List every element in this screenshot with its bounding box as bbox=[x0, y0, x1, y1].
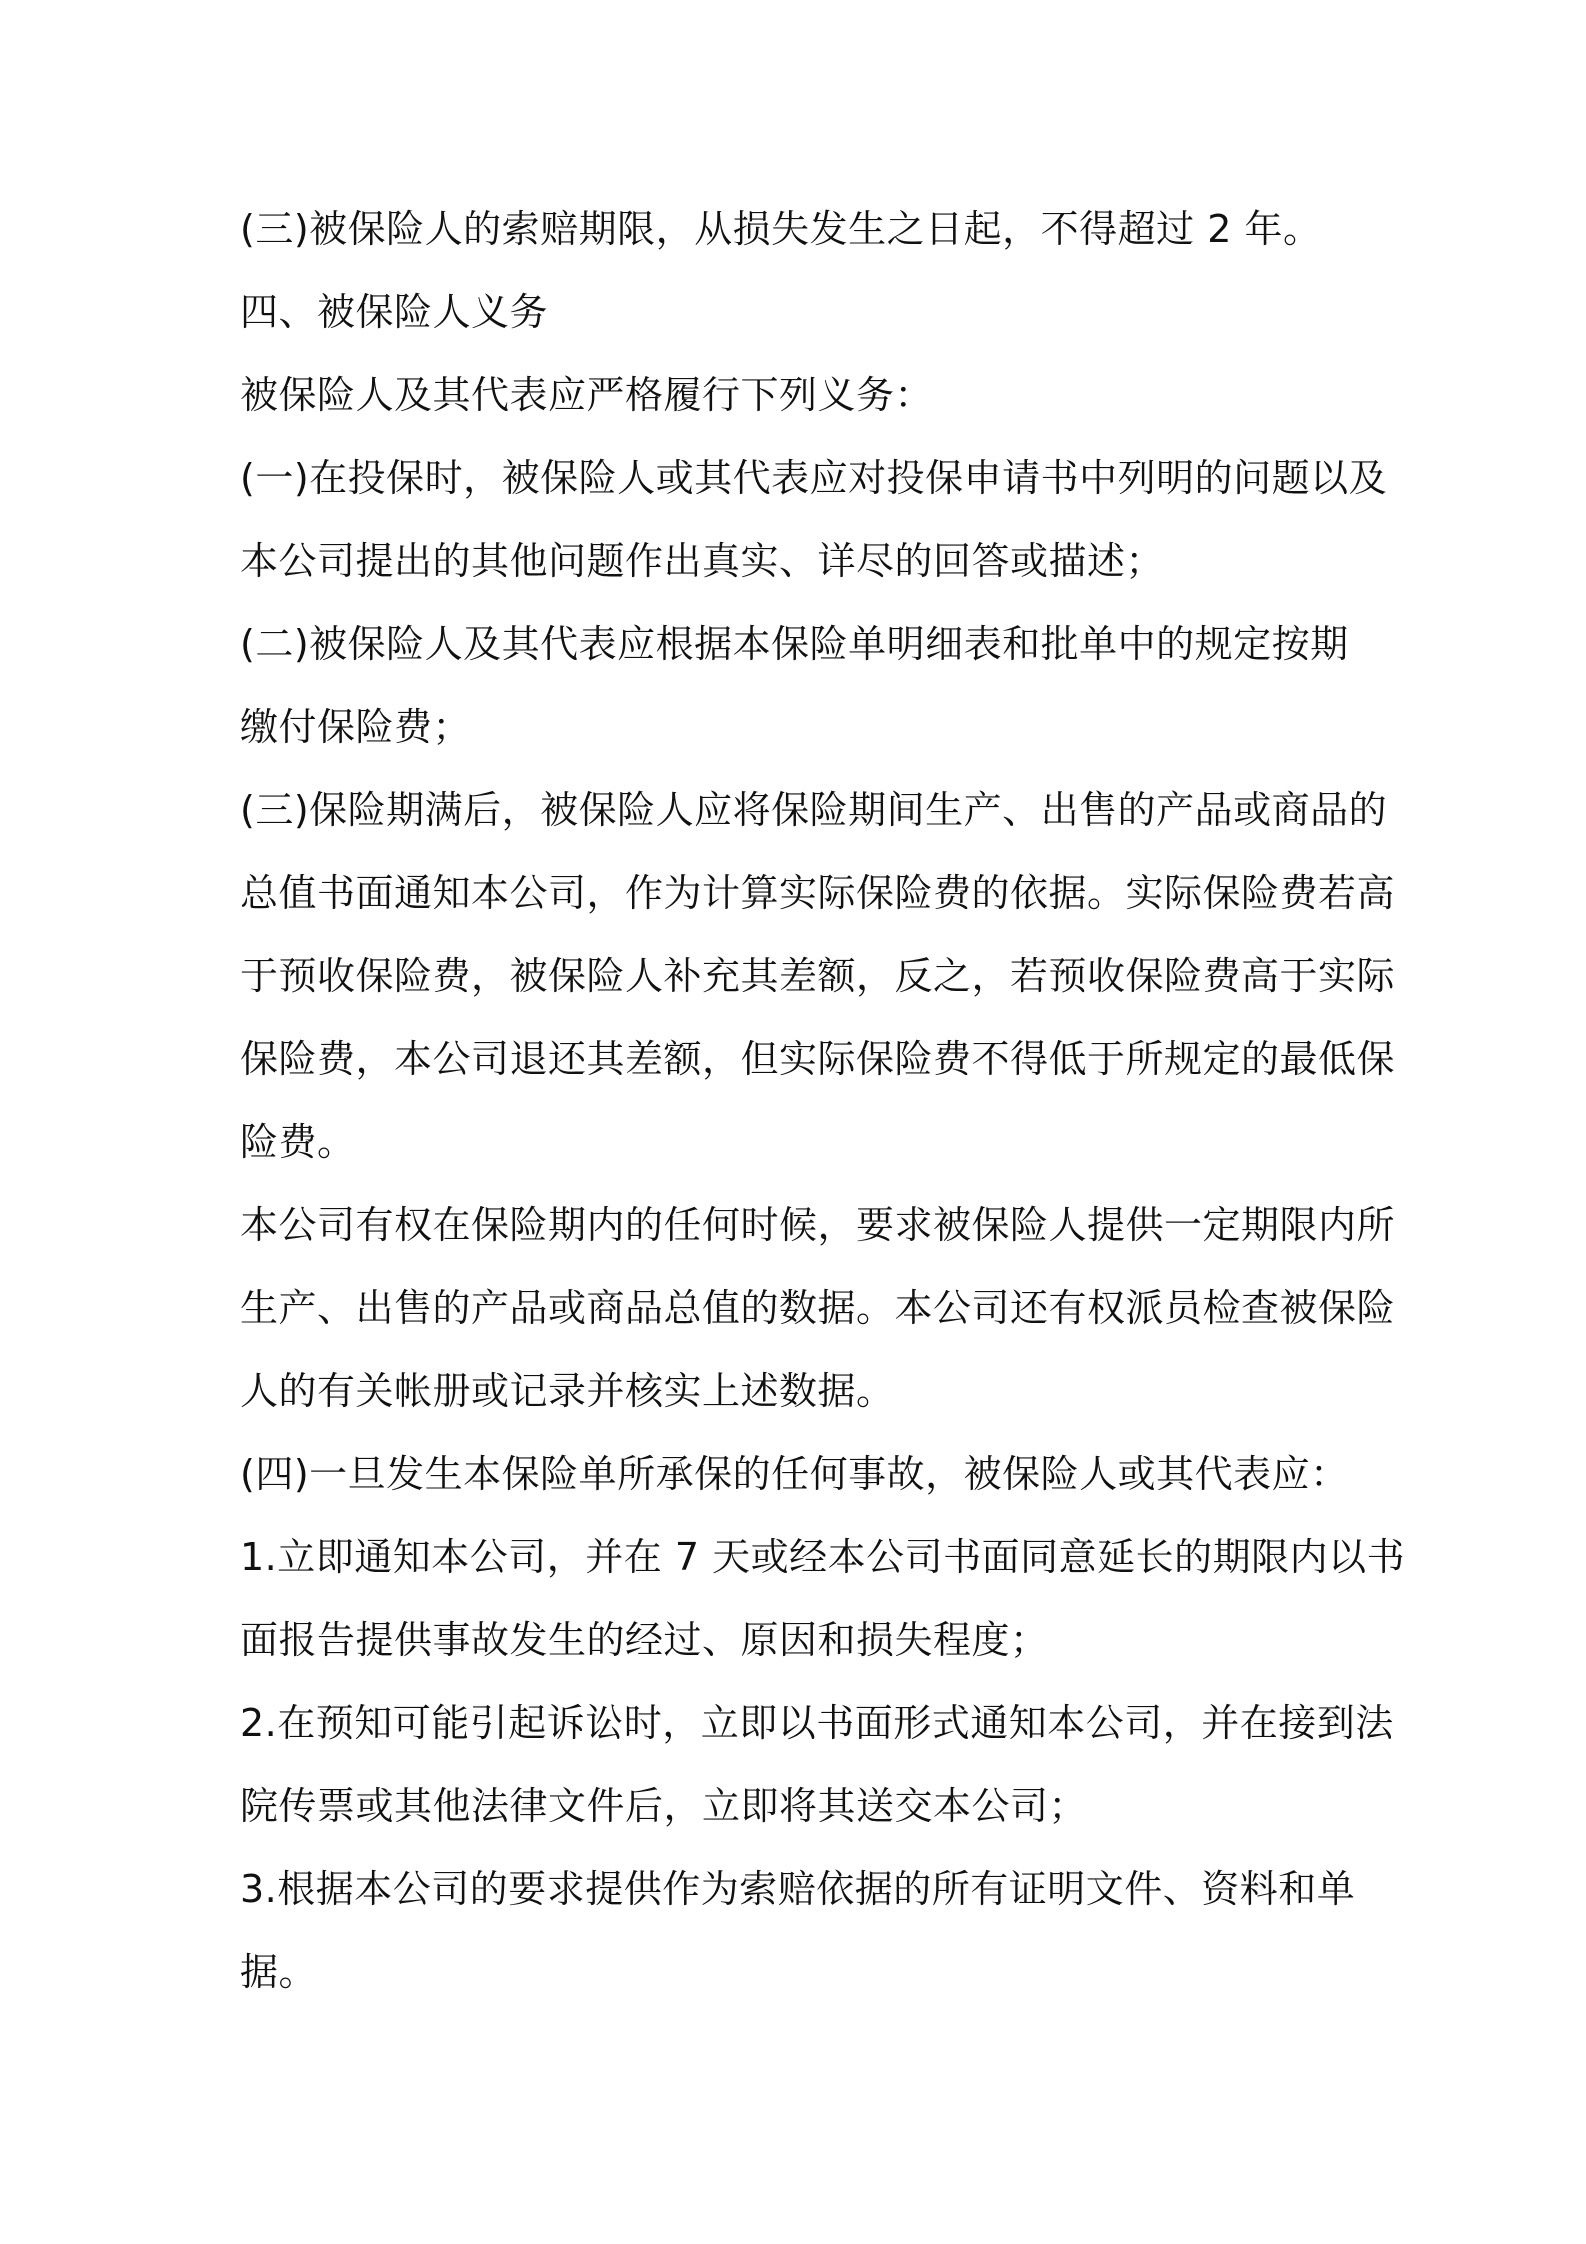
text-line-subitem-2-cont: 院传票或其他法律文件后，立即将其送交本公司； bbox=[240, 1784, 1088, 1828]
text-line-item-2-cont: 缴付保险费； bbox=[240, 705, 472, 749]
document-body bbox=[240, 188, 1406, 2014]
text-line-company-right: 本公司有权在保险期内的任何时候，要求被保险人提供一定期限内所 bbox=[240, 1203, 1396, 1247]
text-line-company-right-cont-1: 生产、出售的产品或商品总值的数据。本公司还有权派员检查被保险 bbox=[240, 1286, 1396, 1330]
text-line-item-3-cont-4: 险费。 bbox=[240, 1120, 356, 1164]
text-line-item-3-cont-1: 总值书面通知本公司，作为计算实际保险费的依据。实际保险费若高 bbox=[240, 871, 1396, 915]
text-line-subitem-1: 1.立即通知本公司，并在 7 天或经本公司书面同意延长的期限内以书 bbox=[240, 1535, 1406, 1579]
text-line-item-3: (三)保险期满后，被保险人应将保险期间生产、出售的产品或商品的 bbox=[240, 788, 1388, 832]
text-line-item-3-cont-3: 保险费，本公司退还其差额，但实际保险费不得低于所规定的最低保 bbox=[240, 1037, 1396, 1081]
text-line-item-1: (一)在投保时，被保险人或其代表应对投保申请书中列明的问题以及 bbox=[240, 456, 1388, 500]
text-line-subitem-1-cont: 面报告提供事故发生的经过、原因和损失程度； bbox=[240, 1618, 1049, 1662]
text-line-item-3-cont-2: 于预收保险费，被保险人补充其差额，反之，若预收保险费高于实际 bbox=[240, 954, 1396, 998]
text-line-subitem-3-cont: 据。 bbox=[240, 1950, 318, 1994]
text-line-obligations-intro: 被保险人及其代表应严格履行下列义务： bbox=[240, 373, 934, 417]
text-line-company-right-cont-2: 人的有关帐册或记录并核实上述数据。 bbox=[240, 1369, 895, 1413]
text-line-item-4: (四)一旦发生本保险单所承保的任何事故，被保险人或其代表应： bbox=[240, 1452, 1349, 1496]
text-line-claim-period: (三)被保险人的索赔期限，从损失发生之日起，不得超过 2 年。 bbox=[240, 207, 1322, 251]
section-heading-insured-obligations: 四、被保险人义务 bbox=[240, 290, 549, 334]
text-line-item-2: (二)被保险人及其代表应根据本保险单明细表和批单中的规定按期 bbox=[240, 622, 1349, 666]
text-line-subitem-2: 2.在预知可能引起诉讼时，立即以书面形式通知本公司，并在接到法 bbox=[240, 1701, 1394, 1745]
text-line-subitem-3: 3.根据本公司的要求提供作为索赔依据的所有证明文件、资料和单 bbox=[240, 1867, 1356, 1911]
text-line-item-1-cont: 本公司提出的其他问题作出真实、详尽的回答或描述； bbox=[240, 539, 1165, 583]
